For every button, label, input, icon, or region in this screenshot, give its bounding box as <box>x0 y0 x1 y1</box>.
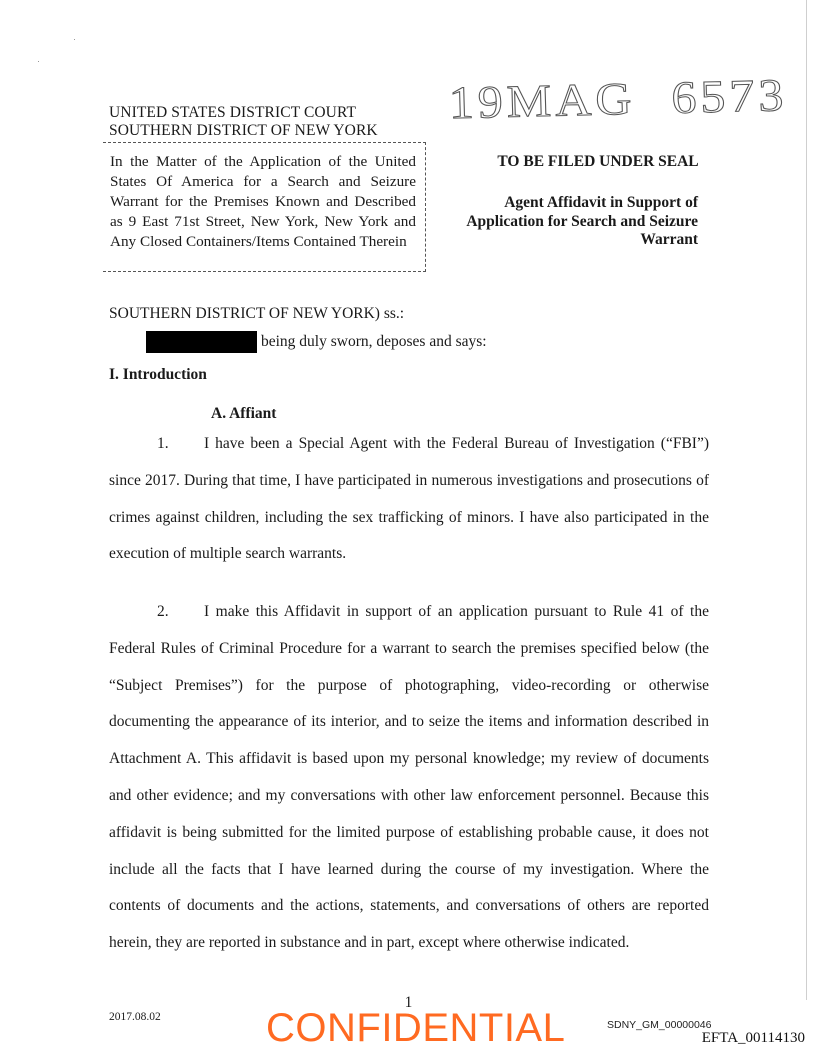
court-district: SOUTHERN DISTRICT OF NEW YORK <box>109 122 378 139</box>
paragraph-number: 1. <box>157 435 169 452</box>
case-number-stamp <box>448 68 788 129</box>
document-date-code: 2017.08.02 <box>109 1011 161 1023</box>
page-edge-line <box>806 0 807 1000</box>
subsection-heading: A. Affiant <box>211 405 277 422</box>
sworn-statement: being duly sworn, deposes and says: <box>261 333 487 350</box>
affidavit-title <box>440 194 698 250</box>
paragraph-1 <box>109 426 709 573</box>
paragraph-number: 2. <box>157 603 169 620</box>
seal-notice: TO BE FILED UNDER SEAL <box>497 153 699 170</box>
bates-number: SDNY_GM_00000046 <box>607 1019 712 1031</box>
scan-mark: · <box>37 56 40 66</box>
confidential-watermark: CONFIDENTIAL <box>266 1006 566 1050</box>
case-number-prefix: 19MAG <box>448 72 637 129</box>
matter-caption: In the Matter of the Application of the United States Of America for a Search and Seizure Warrant for the Premises Known and Described as 9 East 71st Street, New York, New York and Any Closed Containers/Items Contained Therein <box>110 153 416 250</box>
court-heading <box>109 104 378 140</box>
paragraph-text: I have been a Special Agent with the Federal Bureau of Investigation (“FBI”) since 2017. During that time, I have participated in numerous investigations and prosecutions of crimes against children, including the sex trafficking of minors. I have also participated in the execution of multiple search warrants. <box>109 435 709 563</box>
paragraph-2 <box>109 594 709 962</box>
redaction-bar <box>146 331 257 353</box>
page-number: 1 <box>404 994 413 1011</box>
scan-mark: · <box>73 34 76 44</box>
affidavit-title-line: Application for Search and Seizure <box>466 212 698 230</box>
case-number-suffix: 6573 <box>670 68 789 124</box>
efta-number: EFTA_00114130 <box>701 1030 805 1046</box>
court-name: UNITED STATES DISTRICT COURT <box>109 104 357 121</box>
affidavit-title-line: Warrant <box>640 231 698 248</box>
paragraph-text: I make this Affidavit in support of an application pursuant to Rule 41 of the Federal Rules of Criminal Procedure for a warrant to search the premises specified below (the “Subject Premises”) for the purpose of photographing, video-recording or otherwise documenting the appearance of its interior, and to seize the items and information described in Attachment A. This affidavit is based upon my personal knowledge; my review of documents and other evidence; and my conversations with other law enforcement personnel. Because this affidavit is being submitted for the limited purpose of establishing probable cause, it does not include all the facts that I have learned during the course of my investigation. Where the contents of documents and the actions, statements, and conversations of others are reported herein, they are reported in substance and in part, except where otherwise indicated. <box>109 603 709 952</box>
venue-line: SOUTHERN DISTRICT OF NEW YORK) ss.: <box>109 305 405 322</box>
affidavit-title-line: Agent Affidavit in Support of <box>504 194 698 211</box>
section-heading: I. Introduction <box>109 366 207 383</box>
